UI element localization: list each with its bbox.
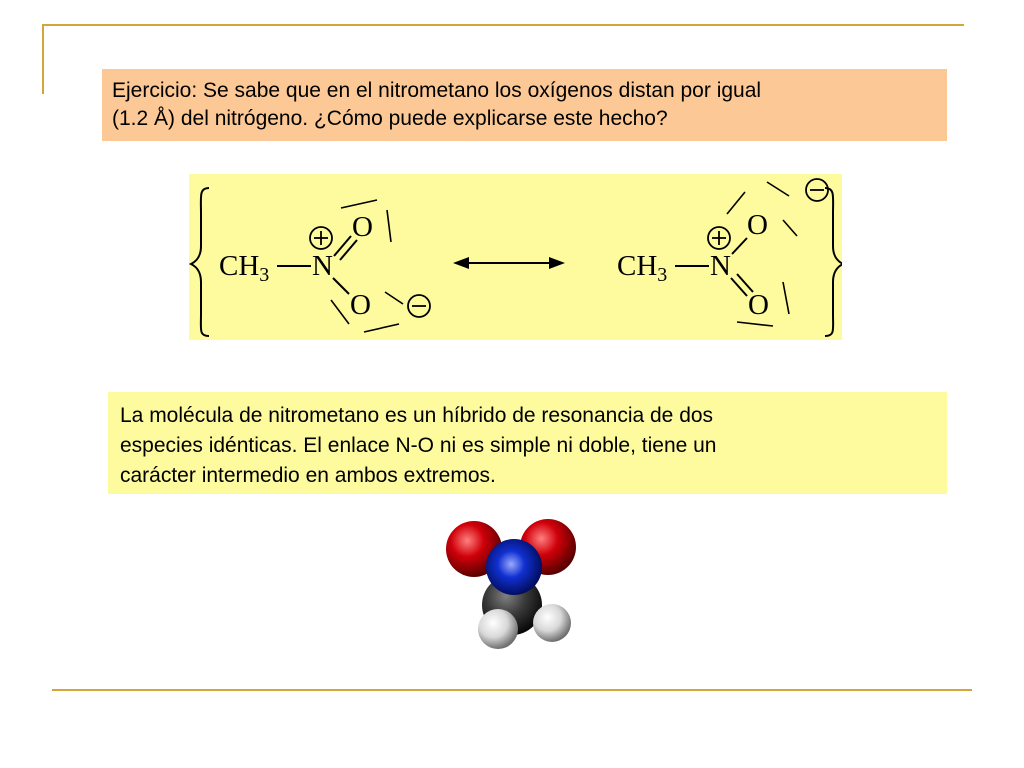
left-o-bottom-lone-pair-1 [331, 300, 349, 324]
right-o-bottom-label: O [748, 289, 769, 321]
question-box [102, 69, 947, 141]
right-n-label: N [710, 250, 731, 282]
answer-line-1: La molécula de nitrometano es un híbrido de resonancia de dos [120, 404, 714, 427]
resonance-structures-figure [189, 174, 842, 340]
left-n-o-double-bond-a [334, 236, 351, 256]
left-o-top-label: O [352, 211, 373, 243]
answer-line-2: especies idénticas. El enlace N-O ni es simple ni doble, tiene un [120, 434, 717, 457]
answer-box [108, 392, 947, 494]
left-n-label: N [312, 250, 333, 282]
right-o-top-lone-pair-1 [727, 192, 745, 214]
left-o-bottom-lone-pair-2 [364, 324, 399, 332]
resonance-arrow [453, 257, 565, 269]
hydrogen-atom-left [478, 609, 518, 649]
right-o-top-label: O [747, 209, 768, 241]
nitromethane-model-svg [408, 505, 620, 665]
right-o-bottom-lone-pair-1 [783, 282, 789, 314]
left-n-o-double-bond-b [340, 240, 357, 260]
left-decor-line [42, 24, 44, 94]
right-n-o-single-bond [732, 238, 747, 254]
nitrogen-atom [486, 539, 542, 595]
top-decor-line [42, 24, 964, 26]
left-resonance-structure [219, 200, 430, 332]
hydrogen-atom-right [533, 604, 571, 642]
left-o-top-lone-pair-2 [387, 210, 391, 242]
question-line-1: Ejercicio: Se sabe que en el nitrometano los oxígenos distan por igual [112, 79, 762, 102]
bottom-decor-line [52, 689, 972, 691]
left-o-top-lone-pair-1 [341, 200, 377, 208]
space-filling-model [408, 505, 620, 665]
right-ch3-label: $CH_3$ [617, 250, 668, 286]
right-o-top-lone-pair-3 [783, 220, 797, 236]
left-curly-bracket [191, 188, 209, 336]
right-resonance-structure [617, 179, 828, 326]
right-n-o-double-bond-a [731, 278, 747, 296]
resonance-structures-svg [189, 174, 842, 340]
right-o-bottom-lone-pair-2 [737, 322, 773, 326]
left-ch3-label: $CH_3$ [219, 250, 270, 286]
right-curly-bracket [825, 188, 842, 336]
answer-line-3: carácter intermedio en ambos extremos. [120, 464, 496, 487]
question-line-2: (1.2 Å) del nitrógeno. ¿Cómo puede explicarse este hecho? [112, 107, 668, 130]
left-o-bottom-label: O [350, 289, 371, 321]
left-o-bottom-lone-pair-3 [385, 292, 403, 304]
left-n-o-single-bond [333, 278, 349, 294]
right-o-top-lone-pair-2 [767, 182, 789, 196]
